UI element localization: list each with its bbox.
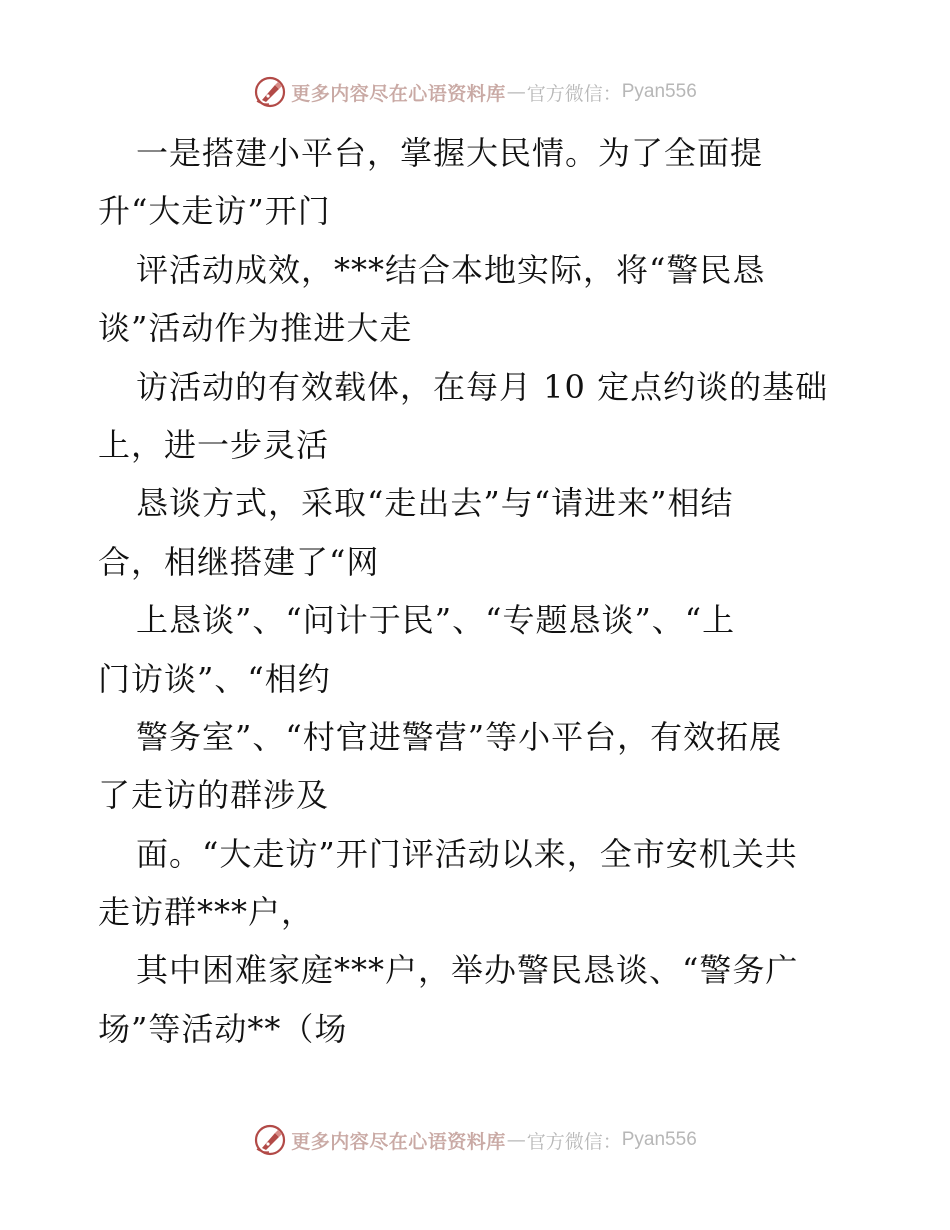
body-line-5: 访活动的有效载体，在每月 10 定点约谈的基础 (136, 367, 829, 406)
body-line-10: 门访谈”、“相约 (98, 659, 331, 698)
header-dash: — (506, 81, 526, 103)
body-line-8: 合，相继搭建了“网 (98, 542, 380, 581)
footer-dash: — (506, 1129, 526, 1151)
header-wechat-label: 官方微信： (526, 82, 622, 105)
footer-banner (0, 1120, 950, 1160)
footer-wechat-label: 官方微信： (526, 1130, 622, 1153)
body-line-9: 上恳谈”、“问计于民”、“专题恳谈”、“上 (136, 601, 736, 640)
body-line-1: 一是搭建小平台，掌握大民情。为了全面提 (136, 134, 764, 172)
footer-site-text: 更多内容尽在心语资料库 (291, 1130, 506, 1153)
pen-nib-logo-icon (253, 75, 287, 109)
body-line-3: 评活动成效，***结合本地实际，将“警民恳 (136, 250, 766, 289)
body-line-4: 谈”活动作为推进大走 (98, 309, 413, 348)
body-line-13: 面。“大走访”开门评活动以来，全市安机关共 (136, 834, 798, 873)
body-line-12: 了走访的群涉及 (98, 776, 330, 815)
body-line-16: 场”等活动**（场 (98, 1009, 348, 1048)
header-wechat-id: Pyan556 (621, 81, 697, 102)
document-body (98, 124, 898, 1058)
body-line-6: 上，进一步灵活 (98, 425, 330, 464)
header-site-text: 更多内容尽在心语资料库 (291, 82, 506, 105)
body-line-11: 警务室”、“村官进警营”等小平台，有效拓展 (136, 717, 783, 756)
body-line-14: 走访群***户， (98, 893, 315, 932)
body-line-2: 升“大走访”开门 (98, 192, 331, 231)
body-line-15: 其中困难家庭***户，举办警民恳谈、“警务广 (136, 951, 799, 990)
body-line-7: 恳谈方式，采取“走出去”与“请进来”相结 (136, 484, 734, 523)
header-banner (0, 72, 950, 112)
pen-nib-logo-icon (253, 1123, 287, 1157)
footer-wechat-id: Pyan556 (621, 1129, 697, 1150)
